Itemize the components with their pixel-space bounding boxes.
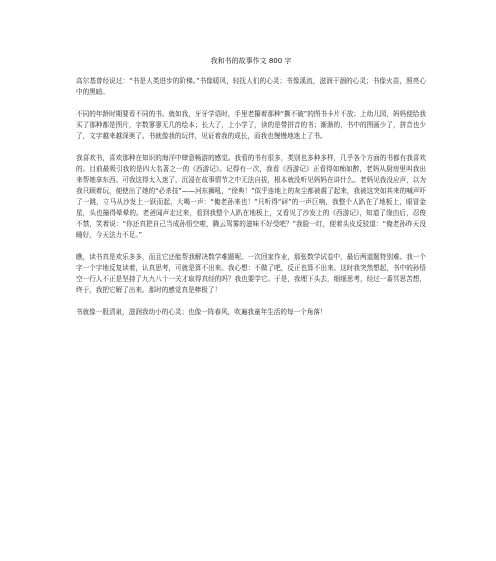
paragraph-3: 我喜欢书，喜欢那种在知识的海洋中肆意畅游的感觉。我看的书有很多，类别也多种多样，几乎各个方面的书都有我喜欢的。目前最吸引我的是四大名著之一的《西游记》。记得有一次，我看《西游记》正看得如痴如醉，老妈从厨房里叫我出来帮她拿东西。可我这得太入迷了，沉浸在故事情节之中无法自拔，根本就没听见妈妈在讲什么。老妈见我没应声，以为我只顾着玩，便使出了她的“必杀技”——河东狮吼，“徐典！”似乎连地上的灰尘都被震了起来，我被这突如其来的喊声吓了一跳，立马从沙发上一跃而起，大喝一声：“俺老孙来也！”只听得“砰”的一声巨响，我整个人趴在了地板上，眼冒金星，头也撞得晕晕的。老爸闻声走过来，看到我整个人趴在地板上，又看见了沙发上的《西游记》，知道了缘由后，忍俊不禁，笑着说：“你还真把自己当成孙悟空啦，腾云驾雾的滋味不好受吧？”我脸一红，便着头皮反驳道：“俺老孙昨天没睡好，今天法力不足。”: [76, 154, 426, 239]
paragraph-4: 瞧，读书真是欢乐多多，而且它还能帮我解决数学难题呢。一次回家作业，那张数学试卷中，最后两道题特别难。我一个字一个字地反复读着，认真思考，可就是算不出来。我心想：不做了吧，反正也算不出来。这时我突然想起，书中的孙悟空一行人不正是坚持了九九八十一关才取得真经的吗？我也要学它。于是，我埋下头去，细细思考，经过一番冥思苦想，终于，我把它解了出来。那时的感觉真是棒极了！: [76, 253, 426, 294]
paragraph-1: 高尔基曾经说过：“书是人类进步的阶梯。”书像暖风，轻抚人们的心灵；书像溪流，滋润干涸的心灵；书像火苗，照亮心中的黑暗。: [76, 77, 426, 96]
paragraph-5: 书就像一股清泉，滋润我幼小的心灵；也像一阵春风，吹遍我童年生活的每一个角落！: [76, 308, 327, 316]
paragraph-2: 不同的年龄时期要看不同的书。就如我，牙牙学语时，手里老攥着那种“撕不破”的图书卡片不放；上幼儿园，妈妈便给我买了那种都是图片，字数寥寥无几的绘本；长大了，上小学了，读的是带拼音的书；渐渐的，书中的图画少了，拼音也少了，文字越来越深奥了。书就像我的玩伴，见证着我的成长，而我也慢慢地迷上了书。: [76, 110, 426, 140]
document-title: 我和书的故事作文 800 字: [210, 57, 292, 65]
